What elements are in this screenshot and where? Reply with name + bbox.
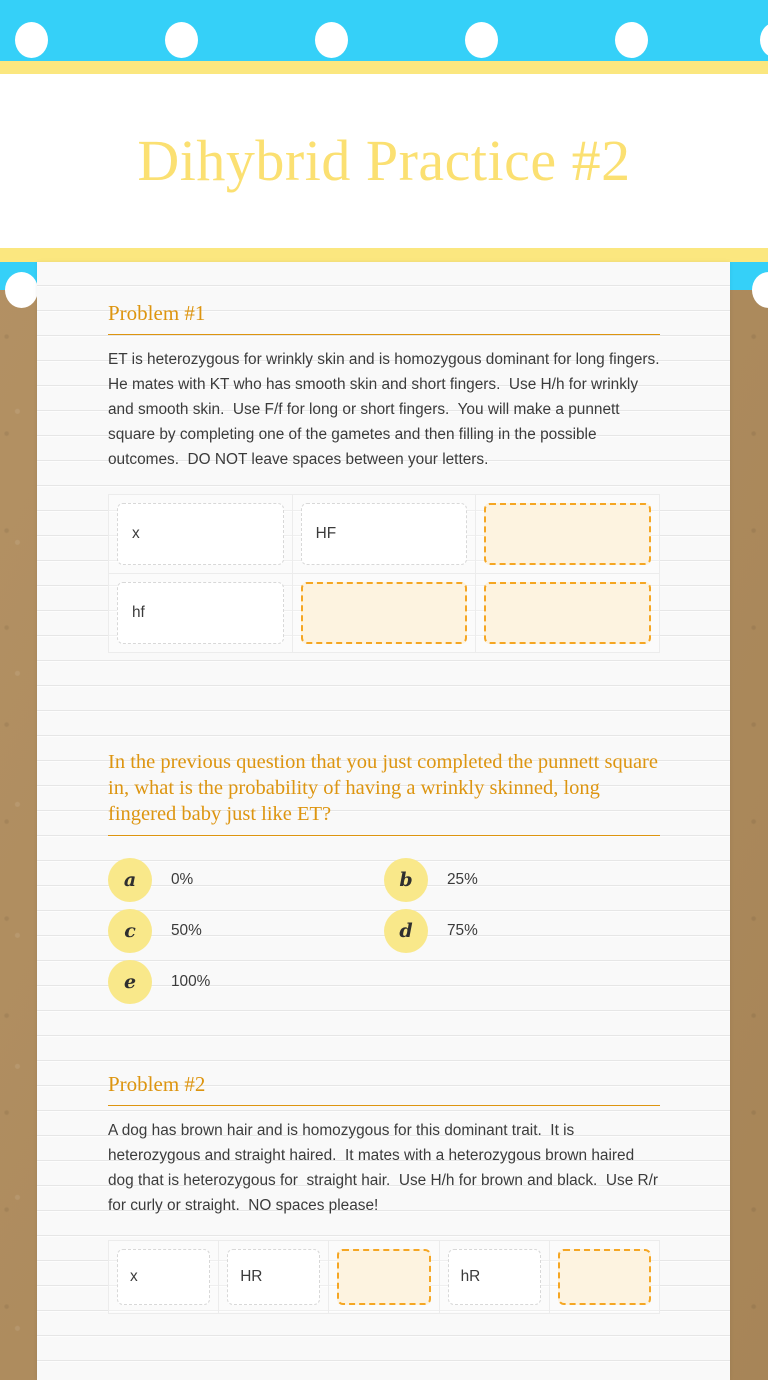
option-letter-bubble[interactable]: b bbox=[384, 858, 428, 902]
answer-option-d[interactable] bbox=[384, 905, 660, 956]
shoulder-scallop-left bbox=[5, 272, 38, 308]
punnett-cell-r1-c3[interactable] bbox=[329, 1241, 439, 1314]
punnett-input-blank[interactable] bbox=[484, 503, 651, 565]
problem-1-body: ET is heterozygous for wrinkly skin and is homozygous dominant for long fingers. He mates with KT who has smooth skin and short fingers. Use H/h for wrinkly and smooth skin. Use F/f for long or short fingers. You will make a punnett square by completing one of the gametes and then filling in the possible outcomes. DO NOT leave spaces between your letters. bbox=[108, 351, 673, 468]
punnett-cell-r2-c2[interactable] bbox=[292, 574, 476, 653]
yellow-band-top bbox=[0, 61, 768, 74]
banner-scallop-2 bbox=[165, 22, 198, 58]
punnett-value: HF bbox=[301, 503, 468, 565]
banner-scallop-6 bbox=[760, 22, 768, 58]
option-letter-bubble[interactable]: e bbox=[108, 960, 152, 1004]
page-title: Dihybrid Practice #2 bbox=[137, 128, 631, 193]
answer-option-e[interactable] bbox=[108, 956, 384, 1007]
punnett-value: HR bbox=[227, 1249, 320, 1305]
banner-scallop-4 bbox=[465, 22, 498, 58]
punnett-input-blank[interactable] bbox=[301, 582, 468, 644]
banner-scallop-row bbox=[0, 0, 768, 61]
problem-1-divider bbox=[108, 334, 660, 335]
punnett-row bbox=[109, 574, 660, 653]
question-divider bbox=[108, 835, 660, 836]
punnett-row bbox=[109, 1241, 660, 1314]
question-prompt: In the previous question that you just completed the punnett square in, what is the probability of having a wrinkly skinned, long fingered baby just like ET? bbox=[108, 751, 658, 825]
question-section bbox=[108, 713, 659, 1007]
punnett-square-2 bbox=[108, 1240, 660, 1314]
punnett-square-1 bbox=[108, 494, 660, 653]
problem-2-divider bbox=[108, 1105, 660, 1106]
problem-2-heading: Problem #2 bbox=[108, 1072, 206, 1096]
answer-options bbox=[108, 854, 660, 1007]
option-label: 0% bbox=[171, 870, 194, 888]
punnett-input-blank[interactable] bbox=[558, 1249, 651, 1305]
option-label: 50% bbox=[171, 921, 202, 939]
punnett-cell-r1-c4 bbox=[439, 1241, 549, 1314]
yellow-band-bottom bbox=[0, 248, 768, 262]
punnett-input-blank[interactable] bbox=[484, 582, 651, 644]
option-label: 100% bbox=[171, 972, 211, 990]
punnett-value: x bbox=[117, 503, 284, 565]
banner-scallop-1 bbox=[15, 22, 48, 58]
option-letter-bubble[interactable]: d bbox=[384, 909, 428, 953]
punnett-value: hR bbox=[448, 1249, 541, 1305]
problem-2-body: A dog has brown hair and is homozygous for this dominant trait. It is heterozygous and straight haired. It mates with a heterozygous brown haired dog that is heterozygous for straight hair. Use H/h for brown and black. Use R/r for curly or straight. NO spaces please! bbox=[108, 1122, 663, 1214]
punnett-value: hf bbox=[117, 582, 284, 644]
problem-1-heading: Problem #1 bbox=[108, 301, 206, 325]
punnett-cell-r1-c1 bbox=[109, 1241, 219, 1314]
banner-scallop-5 bbox=[615, 22, 648, 58]
answer-option-c[interactable] bbox=[108, 905, 384, 956]
top-banner bbox=[0, 0, 768, 61]
punnett-cell-r1-c3[interactable] bbox=[476, 495, 660, 574]
punnett-row bbox=[109, 495, 660, 574]
answer-option-b[interactable] bbox=[384, 854, 660, 905]
option-label: 75% bbox=[447, 921, 478, 939]
punnett-cell-r1-c2 bbox=[292, 495, 476, 574]
answer-option-a[interactable] bbox=[108, 854, 384, 905]
punnett-cell-r2-c3[interactable] bbox=[476, 574, 660, 653]
punnett-cell-r2-c1 bbox=[109, 574, 293, 653]
punnett-value: x bbox=[117, 1249, 210, 1305]
problem-2-section bbox=[108, 1067, 663, 1314]
lined-paper-card bbox=[37, 262, 730, 1380]
title-card bbox=[0, 74, 768, 248]
punnett-cell-r1-c5[interactable] bbox=[549, 1241, 659, 1314]
problem-1-section bbox=[108, 296, 673, 653]
punnett-cell-r1-c2 bbox=[219, 1241, 329, 1314]
option-label: 25% bbox=[447, 870, 478, 888]
option-letter-bubble[interactable]: a bbox=[108, 858, 152, 902]
punnett-cell-r1-c1 bbox=[109, 495, 293, 574]
banner-scallop-3 bbox=[315, 22, 348, 58]
punnett-input-blank[interactable] bbox=[337, 1249, 430, 1305]
option-letter-bubble[interactable]: c bbox=[108, 909, 152, 953]
